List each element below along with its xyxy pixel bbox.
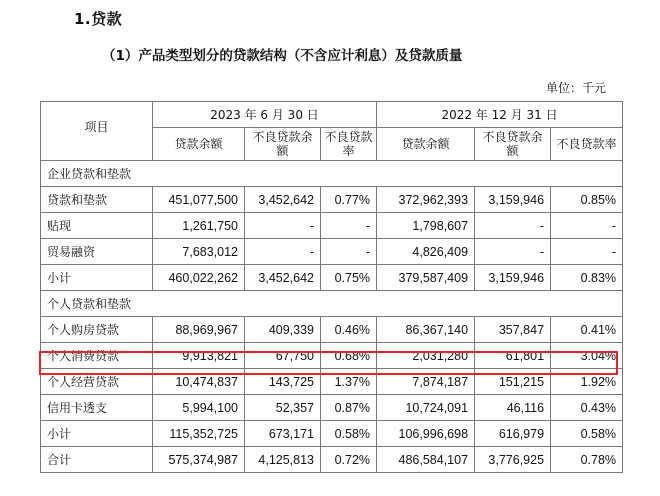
cell-npl-balance: 673,171 bbox=[245, 421, 321, 447]
cell-loan-balance: 372,962,393 bbox=[377, 187, 475, 213]
header-npl-balance: 不良贷款余额 bbox=[475, 128, 551, 161]
cell-npl-balance: 46,116 bbox=[475, 395, 551, 421]
cell-npl-ratio: - bbox=[551, 239, 623, 265]
header-period-2023: 2023 年 6 月 30 日 bbox=[153, 102, 377, 128]
cell-loan-balance: 4,826,409 bbox=[377, 239, 475, 265]
table-row bbox=[41, 421, 623, 447]
cell-npl-balance: 616,979 bbox=[475, 421, 551, 447]
cell-npl-balance: 143,725 bbox=[245, 369, 321, 395]
cell-loan-balance: 1,261,750 bbox=[153, 213, 245, 239]
cell-loan-balance: 2,031,280 bbox=[377, 343, 475, 369]
section-row bbox=[41, 291, 623, 317]
table-body bbox=[41, 161, 623, 473]
row-label: 合计 bbox=[41, 447, 153, 473]
table-row bbox=[41, 369, 623, 395]
cell-npl-ratio: 0.87% bbox=[321, 395, 377, 421]
table-row bbox=[41, 265, 623, 291]
header-npl-balance: 不良贷款余额 bbox=[245, 128, 321, 161]
table-row bbox=[41, 447, 623, 473]
row-label: 个人消费贷款 bbox=[41, 343, 153, 369]
cell-npl-balance: 3,159,946 bbox=[475, 265, 551, 291]
cell-npl-balance: 357,847 bbox=[475, 317, 551, 343]
cell-npl-balance: 4,125,813 bbox=[245, 447, 321, 473]
header-row-periods bbox=[41, 102, 623, 128]
cell-npl-ratio: 0.68% bbox=[321, 343, 377, 369]
cell-npl-ratio: 0.75% bbox=[321, 265, 377, 291]
row-label: 小计 bbox=[41, 421, 153, 447]
cell-loan-balance: 460,022,262 bbox=[153, 265, 245, 291]
cell-loan-balance: 7,874,187 bbox=[377, 369, 475, 395]
row-label: 小计 bbox=[41, 265, 153, 291]
cell-loan-balance: 10,724,091 bbox=[377, 395, 475, 421]
cell-loan-balance: 5,994,100 bbox=[153, 395, 245, 421]
cell-loan-balance: 106,996,698 bbox=[377, 421, 475, 447]
cell-npl-balance: - bbox=[245, 239, 321, 265]
section-heading: 1.贷款 bbox=[74, 10, 123, 28]
loan-structure-table bbox=[40, 101, 623, 473]
unit-label: 单位：千元 bbox=[545, 81, 606, 95]
row-label: 个人购房贷款 bbox=[41, 317, 153, 343]
cell-loan-balance: 10,474,837 bbox=[153, 369, 245, 395]
cell-npl-ratio: - bbox=[321, 239, 377, 265]
cell-npl-balance: 52,357 bbox=[245, 395, 321, 421]
cell-npl-balance: 151,215 bbox=[475, 369, 551, 395]
cell-loan-balance: 451,077,500 bbox=[153, 187, 245, 213]
cell-npl-ratio: 0.83% bbox=[551, 265, 623, 291]
cell-npl-ratio: 1.37% bbox=[321, 369, 377, 395]
row-label: 信用卡透支 bbox=[41, 395, 153, 421]
cell-npl-balance: 67,750 bbox=[245, 343, 321, 369]
header-period-2022: 2022 年 12 月 31 日 bbox=[377, 102, 623, 128]
cell-npl-balance: - bbox=[245, 213, 321, 239]
cell-loan-balance: 1,798,607 bbox=[377, 213, 475, 239]
header-npl-ratio: 不良贷款率 bbox=[551, 128, 623, 161]
header-item: 项目 bbox=[41, 102, 153, 161]
row-label: 个人经营贷款 bbox=[41, 369, 153, 395]
row-label: 贴现 bbox=[41, 213, 153, 239]
cell-npl-ratio: 3.04% bbox=[551, 343, 623, 369]
table-row bbox=[41, 187, 623, 213]
cell-npl-ratio: 0.46% bbox=[321, 317, 377, 343]
cell-npl-ratio: 0.41% bbox=[551, 317, 623, 343]
section-label: 企业贷款和垫款 bbox=[41, 161, 623, 187]
cell-npl-balance: 3,452,642 bbox=[245, 187, 321, 213]
cell-npl-ratio: 0.58% bbox=[321, 421, 377, 447]
table-row bbox=[41, 213, 623, 239]
cell-npl-ratio: - bbox=[321, 213, 377, 239]
cell-npl-ratio: 0.58% bbox=[551, 421, 623, 447]
cell-loan-balance: 7,683,012 bbox=[153, 239, 245, 265]
header-loan-balance: 贷款余额 bbox=[377, 128, 475, 161]
table-title: （1）产品类型划分的贷款结构（不含应计利息）及贷款质量 bbox=[102, 48, 463, 64]
cell-loan-balance: 486,584,107 bbox=[377, 447, 475, 473]
cell-npl-ratio: 0.72% bbox=[321, 447, 377, 473]
cell-npl-ratio: - bbox=[551, 213, 623, 239]
cell-loan-balance: 86,367,140 bbox=[377, 317, 475, 343]
cell-npl-balance: - bbox=[475, 239, 551, 265]
cell-loan-balance: 88,969,967 bbox=[153, 317, 245, 343]
row-label: 贸易融资 bbox=[41, 239, 153, 265]
header-loan-balance: 贷款余额 bbox=[153, 128, 245, 161]
cell-npl-balance: - bbox=[475, 213, 551, 239]
table-row bbox=[41, 317, 623, 343]
row-label: 贷款和垫款 bbox=[41, 187, 153, 213]
table-row bbox=[41, 239, 623, 265]
cell-loan-balance: 575,374,987 bbox=[153, 447, 245, 473]
cell-loan-balance: 115,352,725 bbox=[153, 421, 245, 447]
cell-loan-balance: 379,587,409 bbox=[377, 265, 475, 291]
cell-npl-ratio: 0.85% bbox=[551, 187, 623, 213]
cell-loan-balance: 9,913,821 bbox=[153, 343, 245, 369]
cell-npl-balance: 3,159,946 bbox=[475, 187, 551, 213]
cell-npl-ratio: 1.92% bbox=[551, 369, 623, 395]
section-row bbox=[41, 161, 623, 187]
cell-npl-balance: 61,801 bbox=[475, 343, 551, 369]
table-row bbox=[41, 343, 623, 369]
cell-npl-ratio: 0.77% bbox=[321, 187, 377, 213]
cell-npl-ratio: 0.78% bbox=[551, 447, 623, 473]
cell-npl-ratio: 0.43% bbox=[551, 395, 623, 421]
header-npl-ratio: 不良贷款率 bbox=[321, 128, 377, 161]
cell-npl-balance: 3,776,925 bbox=[475, 447, 551, 473]
section-label: 个人贷款和垫款 bbox=[41, 291, 623, 317]
cell-npl-balance: 409,339 bbox=[245, 317, 321, 343]
cell-npl-balance: 3,452,642 bbox=[245, 265, 321, 291]
table-row bbox=[41, 395, 623, 421]
